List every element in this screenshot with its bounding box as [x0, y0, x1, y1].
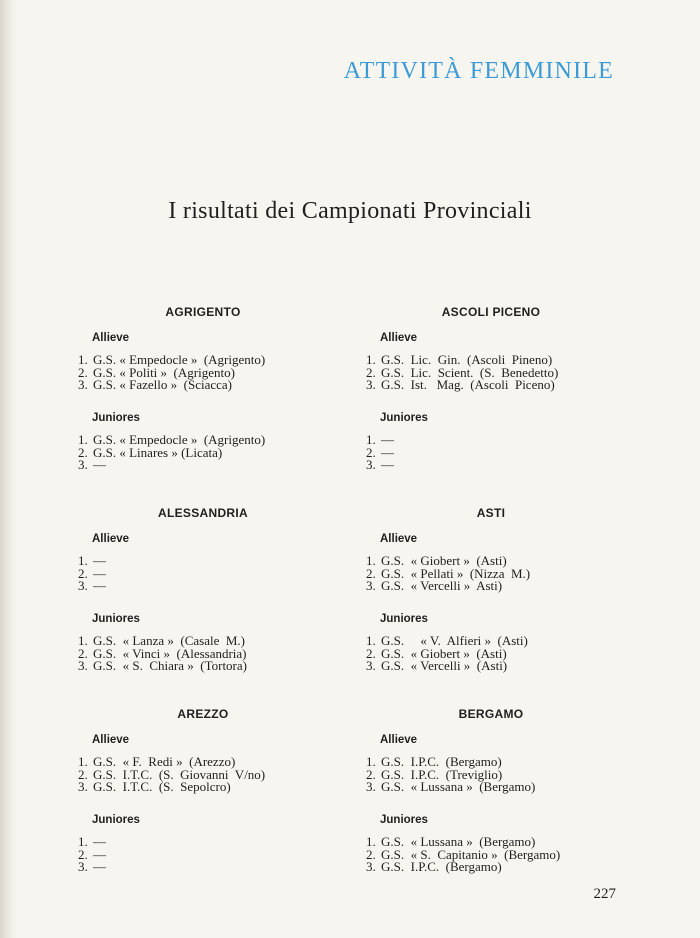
page-title: I risultati dei Campionati Provinciali [168, 198, 532, 224]
rank-number: 1. [366, 633, 376, 648]
rank-number: 2. [366, 364, 376, 380]
category-juniores-label: Juniores [380, 411, 428, 424]
rank-number: 2. [78, 846, 88, 862]
allieve-results [366, 756, 666, 794]
allieve-results [78, 354, 378, 392]
result-text: G.S. I.P.C. (Bergamo) [381, 859, 502, 874]
result-text: G.S. Lic. Gin. (Ascoli Pineno) [381, 352, 553, 367]
category-juniores-label: Juniores [92, 813, 140, 826]
result-text: — [93, 859, 106, 874]
result-item [366, 861, 666, 874]
category-juniores-label: Juniores [92, 411, 140, 424]
rank-number: 1. [78, 754, 88, 769]
rank-number: 2. [78, 565, 88, 581]
category-allieve-label: Allieve [92, 733, 130, 746]
result-item [78, 660, 378, 673]
rank-number: 1. [366, 432, 376, 447]
result-text: G.S. « Fazello » (Sciacca) [93, 377, 232, 392]
rank-number: 3. [78, 457, 88, 472]
result-text: G.S. I.P.C. (Bergamo) [381, 754, 502, 769]
result-item [78, 444, 378, 460]
result-item [366, 444, 666, 460]
category-allieve-label: Allieve [92, 532, 130, 545]
result-item [78, 555, 378, 568]
rank-number: 2. [78, 364, 88, 380]
result-text: G.S. « V. Alfieri » (Asti) [381, 633, 528, 648]
rank-number: 3. [366, 578, 376, 593]
result-text: — [93, 457, 106, 472]
province-block [78, 306, 378, 472]
rank-number: 1. [78, 834, 88, 849]
category-allieve-label: Allieve [380, 331, 418, 344]
juniores-results [366, 635, 666, 673]
result-item [366, 580, 666, 593]
result-text: G.S. « Empedocle » (Agrigento) [93, 352, 266, 367]
result-text: G.S. « Linares » (Licata) [93, 444, 223, 460]
result-item [78, 781, 378, 794]
result-text: G.S. I.T.C. (S. Sepolcro) [93, 779, 231, 794]
result-text: G.S. « Vinci » (Alessandria) [93, 645, 247, 661]
rank-number: 1. [366, 352, 376, 367]
rank-number: 3. [78, 377, 88, 392]
rank-number: 2. [78, 444, 88, 460]
result-text: — [381, 432, 394, 447]
province-block [366, 306, 666, 472]
province-name: BERGAMO [458, 707, 524, 721]
result-text: — [93, 553, 106, 568]
result-item [366, 434, 666, 447]
rank-number: 3. [366, 457, 376, 472]
allieve-results [366, 555, 666, 593]
result-text: — [381, 457, 394, 472]
province-name: AREZZO [177, 707, 229, 721]
rank-number: 2. [366, 846, 376, 862]
result-text: G.S. Ist. Mag. (Ascoli Piceno) [381, 377, 555, 392]
rank-number: 1. [78, 352, 88, 367]
result-text: G.S. « Empedocle » (Agrigento) [93, 432, 266, 447]
result-item [78, 565, 378, 581]
result-text: G.S. « Pellati » (Nizza M.) [381, 565, 531, 581]
result-text: G.S. I.P.C. (Treviglio) [381, 766, 503, 782]
result-text: G.S. « F. Redi » (Arezzo) [93, 754, 236, 769]
province-block [78, 708, 378, 874]
result-item [366, 781, 666, 794]
section-header: ATTIVITÀ FEMMINILE [343, 58, 614, 84]
result-text: G.S. « Lussana » (Bergamo) [381, 834, 536, 849]
result-text: — [381, 444, 394, 460]
category-juniores-label: Juniores [380, 813, 428, 826]
result-text: — [93, 565, 106, 581]
rank-number: 3. [78, 578, 88, 593]
rank-number: 2. [78, 766, 88, 782]
juniores-results [78, 635, 378, 673]
province-name: ALESSANDRIA [158, 506, 248, 520]
rank-number: 3. [366, 859, 376, 874]
province-block [366, 507, 666, 673]
rank-number: 3. [78, 779, 88, 794]
rank-number: 1. [366, 553, 376, 568]
rank-number: 3. [366, 779, 376, 794]
rank-number: 3. [366, 658, 376, 673]
rank-number: 2. [366, 565, 376, 581]
allieve-results [78, 555, 378, 593]
category-allieve-label: Allieve [92, 331, 130, 344]
page-number: 227 [593, 886, 616, 902]
result-item [78, 459, 378, 472]
rank-number: 1. [78, 553, 88, 568]
result-item [78, 846, 378, 862]
result-text: G.S. « Giobert » (Asti) [381, 645, 507, 661]
result-text: G.S. Lic. Scient. (S. Benedetto) [381, 364, 559, 380]
rank-number: 1. [78, 432, 88, 447]
result-text: G.S. « Vercelli » (Asti) [381, 658, 508, 673]
rank-number: 1. [78, 633, 88, 648]
rank-number: 3. [78, 658, 88, 673]
juniores-results [366, 836, 666, 874]
result-item [366, 379, 666, 392]
result-item [366, 660, 666, 673]
rank-number: 2. [366, 645, 376, 661]
juniores-results [78, 836, 378, 874]
category-juniores-label: Juniores [380, 612, 428, 625]
province-name: ASCOLI PICENO [441, 305, 541, 319]
result-item [78, 836, 378, 849]
result-item [78, 580, 378, 593]
rank-number: 3. [366, 377, 376, 392]
result-text: G.S. « Vercelli » Asti) [381, 578, 503, 593]
rank-number: 3. [78, 859, 88, 874]
province-name: AGRIGENTO [165, 305, 241, 319]
province-block [366, 708, 666, 874]
allieve-results [366, 354, 666, 392]
category-juniores-label: Juniores [92, 612, 140, 625]
result-text: G.S. « Giobert » (Asti) [381, 553, 507, 568]
result-text: G.S. « S. Chiara » (Tortora) [93, 658, 247, 673]
result-item [78, 379, 378, 392]
page-gutter-shadow [0, 0, 18, 938]
result-text: G.S. I.T.C. (S. Giovanni V/no) [93, 766, 266, 782]
category-allieve-label: Allieve [380, 733, 418, 746]
province-name: ASTI [476, 506, 506, 520]
category-allieve-label: Allieve [380, 532, 418, 545]
result-item [366, 459, 666, 472]
result-text: — [93, 834, 106, 849]
juniores-results [366, 434, 666, 472]
result-text: G.S. « Politi » (Agrigento) [93, 364, 235, 380]
juniores-results [78, 434, 378, 472]
result-text: G.S. « S. Capitanio » (Bergamo) [381, 846, 561, 862]
rank-number: 2. [78, 645, 88, 661]
result-text: — [93, 578, 106, 593]
rank-number: 1. [366, 834, 376, 849]
allieve-results [78, 756, 378, 794]
result-text: — [93, 846, 106, 862]
result-item [78, 861, 378, 874]
province-block [78, 507, 378, 673]
result-text: G.S. « Lanza » (Casale M.) [93, 633, 245, 648]
rank-number: 1. [366, 754, 376, 769]
result-text: G.S. « Lussana » (Bergamo) [381, 779, 536, 794]
rank-number: 2. [366, 444, 376, 460]
rank-number: 2. [366, 766, 376, 782]
